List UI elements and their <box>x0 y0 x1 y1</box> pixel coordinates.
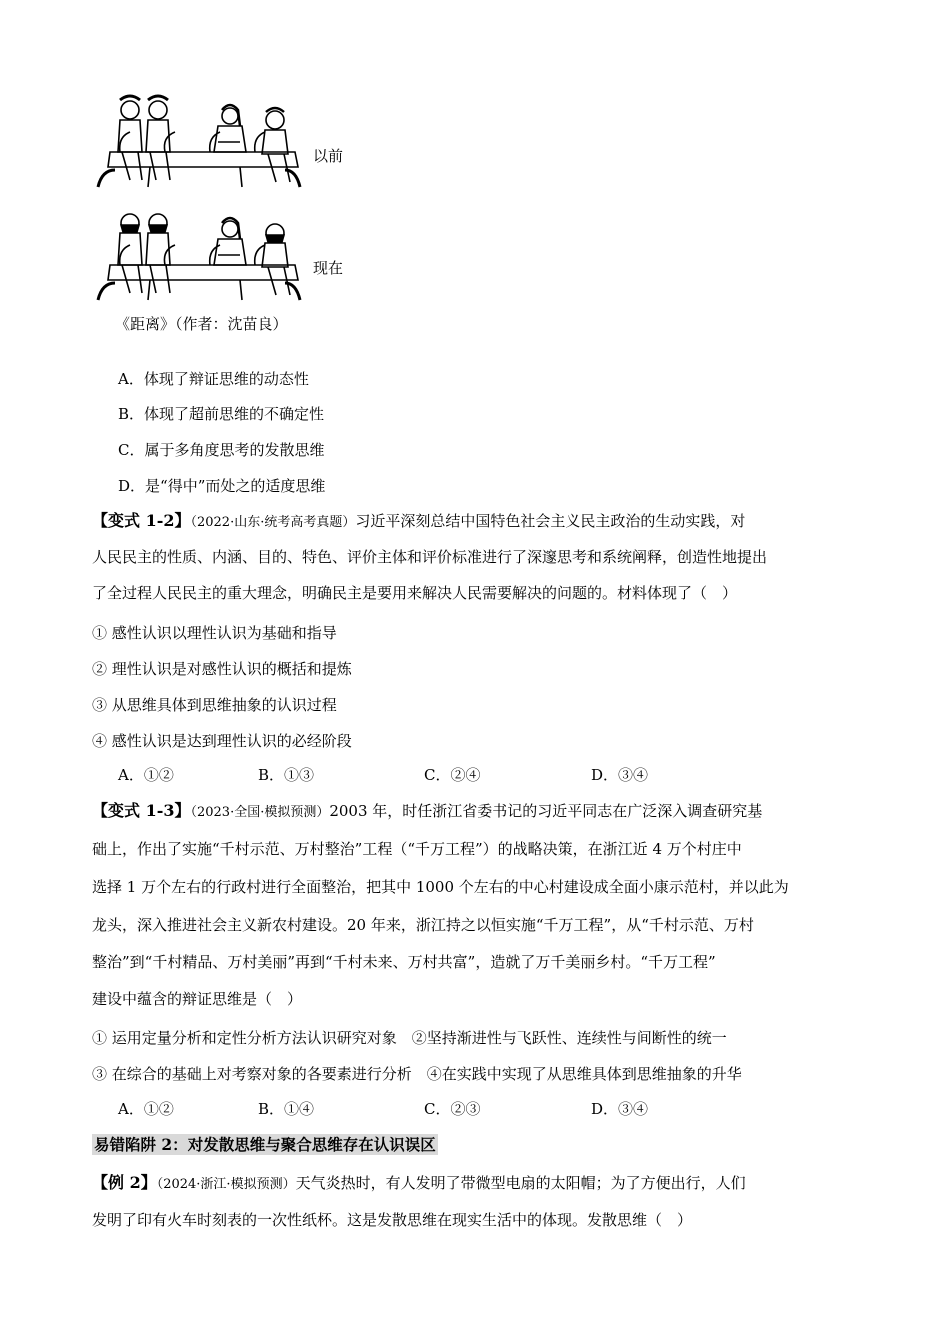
variant-1-3-choice-d: D．③④ <box>591 1100 649 1118</box>
variant-1-2-item-3: ③ 从思维具体到思维抽象的认识过程 <box>92 696 337 714</box>
option-c: C．属于多角度思考的发散思维 <box>118 441 325 459</box>
variant-1-2-choice-b: B．①③ <box>258 766 315 784</box>
variant-1-3-line-2: 础上，作出了实施“千村示范、万村整治”工程（“千万工程”）的战略决策，在浙江近 4 万个村庄中 <box>92 840 742 858</box>
trap-2-heading <box>92 1134 862 1156</box>
variant-1-3-item-2: ③ 在综合的基础上对考察对象的各要素进行分析 ④在实践中实现了从思维具体到思维抽象的升华 <box>92 1065 742 1083</box>
example-2-line-2: 发明了印有火车时刻表的一次性纸杯。这是发散思维在现实生活中的体现。发散思维（ ） <box>92 1211 693 1229</box>
variant-1-2-tag: 【变式 1-2】 <box>92 511 191 530</box>
figure-caption: 《距离》（作者：沈苗良） <box>115 315 288 333</box>
variant-1-3-line-4: 龙头，深入推进社会主义新农村建设。20 年来，浙江持之以恒实施“千万工程”，从“千村示范、万村 <box>92 916 754 934</box>
option-b: B．体现了超前思维的不确定性 <box>118 405 325 423</box>
variant-1-2-item-4: ④ 感性认识是达到理性认识的必经阶段 <box>92 732 352 750</box>
variant-1-3-tag: 【变式 1-3】 <box>92 801 191 820</box>
variant-1-2-choice-d: D．③④ <box>591 766 649 784</box>
variant-1-3-line-3: 选择 1 万个左右的行政村进行全面整治，把其中 1000 个左右的中心村建设成全面小康示范村，并以此为 <box>92 878 789 896</box>
variant-1-2-choice-a: A．①② <box>118 766 174 784</box>
option-d: D．是“得中”而处之的适度思维 <box>118 477 326 495</box>
variant-1-3-choice-a: A．①② <box>118 1100 174 1118</box>
variant-1-2-choice-c: C．②④ <box>424 766 481 784</box>
trap-2-label: 易错陷阱 2： <box>94 1135 188 1154</box>
variant-1-2-line-3: 了全过程人民民主的重大理念，明确民主是要用来解决人民需要解决的问题的。材料体现了（ ） <box>92 584 738 602</box>
variant-1-2-source: （2022·山东·统考高考真题） <box>190 515 356 530</box>
option-a: A．体现了辩证思维的动态性 <box>118 370 309 388</box>
cartoon-before-image <box>90 92 305 192</box>
variant-1-3-item-1: ① 运用定量分析和定性分析方法认识研究对象 ②坚持渐进性与飞跃性、连续性与间断性的统一 <box>92 1029 727 1047</box>
example-2-line-1 <box>92 1172 862 1196</box>
trap-2-text: 对发散思维与聚合思维存在认识误区 <box>187 1136 436 1154</box>
variant-1-3-source: （2023·全国·模拟预测） <box>190 805 330 820</box>
example-2-tag: 【例 2】 <box>92 1173 157 1192</box>
variant-1-2-line-1 <box>92 510 862 534</box>
variant-1-3-text-1: 2003 年，时任浙江省委书记的习近平同志在广泛深入调查研究基 <box>329 802 763 820</box>
variant-1-3-choice-c: C．②③ <box>424 1100 481 1118</box>
variant-1-3-choice-b: B．①④ <box>258 1100 315 1118</box>
variant-1-3-line-1 <box>92 800 862 824</box>
variant-1-2-item-2: ② 理性认识是对感性认识的概括和提炼 <box>92 660 352 678</box>
trap-2-highlight <box>92 1134 438 1155</box>
variant-1-2-item-1: ① 感性认识以理性认识为基础和指导 <box>92 624 337 642</box>
label-after: 现在 <box>313 259 344 277</box>
label-before: 以前 <box>313 147 344 165</box>
variant-1-3-line-6: 建设中蕴含的辩证思维是（ ） <box>92 990 303 1008</box>
example-2-text-1: 天气炎热时，有人发明了带微型电扇的太阳帽；为了方便出行，人们 <box>295 1174 746 1192</box>
cartoon-after-image <box>90 205 305 305</box>
variant-1-2-line-2: 人民民主的性质、内涵、目的、特色、评价主体和评价标准进行了深邃思考和系统阐释，创造性地提出 <box>92 548 768 566</box>
variant-1-3-line-5: 整治”到“千村精品、万村美丽”再到“千村未来、万村共富”，造就了万千美丽乡村。“千万工程” <box>92 953 716 971</box>
example-2-source: （2024·浙江·模拟预测） <box>156 1177 296 1192</box>
variant-1-2-text-1: 习近平深刻总结中国特色社会主义民主政治的生动实践，对 <box>355 512 746 530</box>
